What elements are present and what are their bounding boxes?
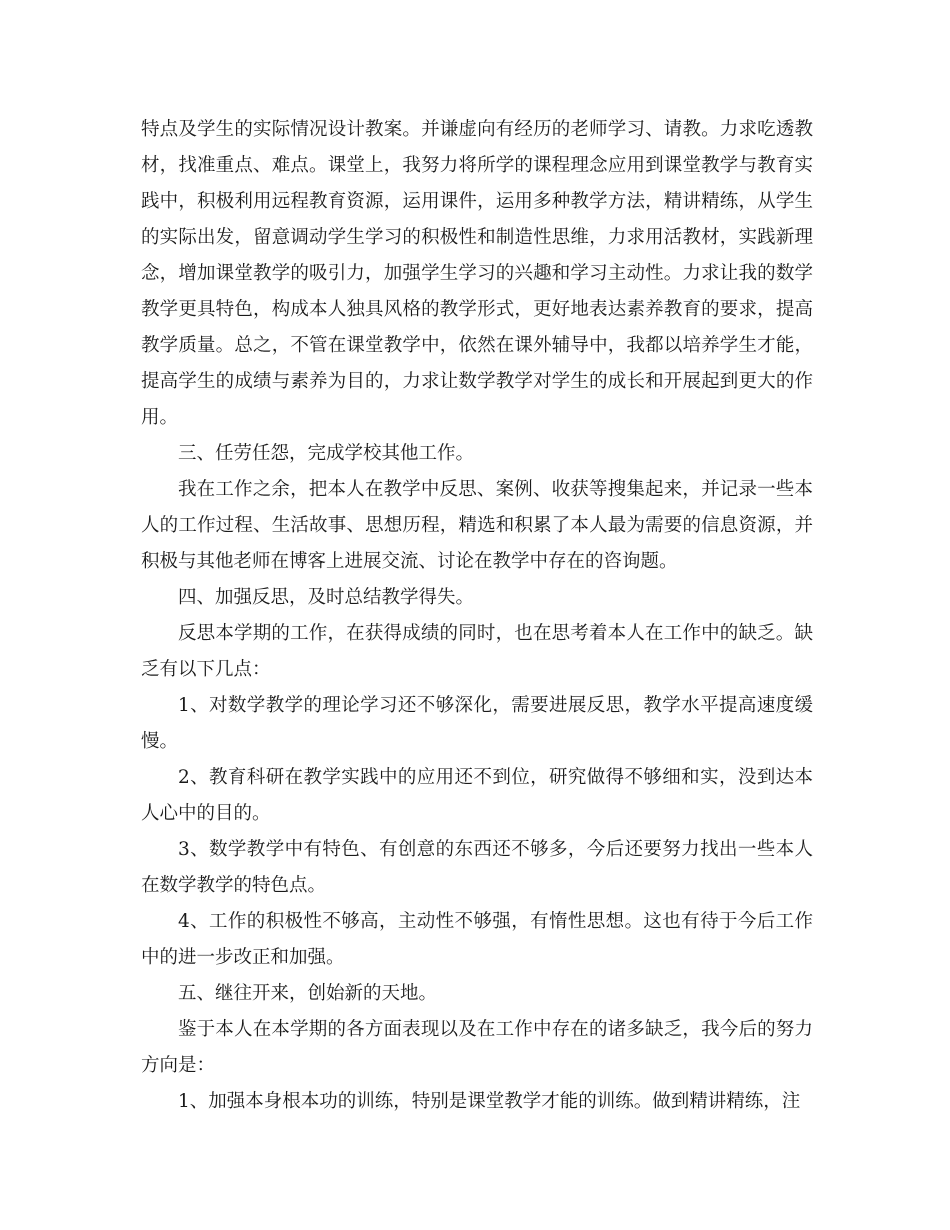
section-heading-3: 三、任劳任怨，完成学校其他工作。 bbox=[178, 443, 475, 464]
list-item: 4、工作的积极性不够高，主动性不够强，有惰性思想。这也有待于今后工作中的进一步改正和加强。 bbox=[141, 911, 813, 968]
list-item: 1、对数学教学的理论学习还不够深化，需要进展反思，教学水平提高速度缓慢。 bbox=[141, 695, 813, 752]
body-paragraph: 特点及学生的实际情况设计教案。并谦虚向有经历的老师学习、请教。力求吃透教材，找准重点、难点。课堂上，我努力将所学的课程理念应用到课堂教学与教育实践中，积极利用远程教育资源，运用课件，运用多种教学方法，精讲精练，从学生的实际出发，留意调动学生学习的积极性和制造性思维，力求用活教材，实践新理念，增加课堂教学的吸引力，加强学生学习的兴趣和学习主动性。力求让我的数学教学更具特色，构成本人独具风格的教学形式，更好地表达素养教育的要求，提高教学质量。总之，不管在课堂教学中，依然在课外辅导中，我都以培养学生才能，提高学生的成绩与素养为目的，力求让数学教学对学生的成长和开展起到更大的作用。 bbox=[141, 119, 813, 428]
body-paragraph: 鉴于本人在本学期的各方面表现以及在工作中存在的诸多缺乏，我今后的努力方向是： bbox=[141, 1019, 813, 1076]
section-heading-5: 五、继往开来，创始新的天地。 bbox=[178, 983, 438, 1004]
document-body bbox=[141, 112, 813, 1120]
list-item: 3、数学教学中有特色、有创意的东西还不够多，今后还要努力找出一些本人在数学教学的特色点。 bbox=[141, 839, 813, 896]
body-paragraph: 我在工作之余，把本人在教学中反思、案例、收获等搜集起来，并记录一些本人的工作过程、生活故事、思想历程，精选和积累了本人最为需要的信息资源，并积极与其他老师在博客上进展交流、讨论在教学中存在的咨询题。 bbox=[141, 479, 813, 572]
list-item: 1、加强本身根本功的训练，特别是课堂教学才能的训练。做到精讲精练，注 bbox=[178, 1091, 801, 1112]
section-heading-4: 四、加强反思，及时总结教学得失。 bbox=[178, 587, 475, 608]
list-item: 2、教育科研在教学实践中的应用还不到位，研究做得不够细和实，没到达本人心中的目的。 bbox=[141, 767, 813, 824]
body-paragraph: 反思本学期的工作，在获得成绩的同时，也在思考着本人在工作中的缺乏。缺乏有以下几点： bbox=[141, 623, 813, 680]
